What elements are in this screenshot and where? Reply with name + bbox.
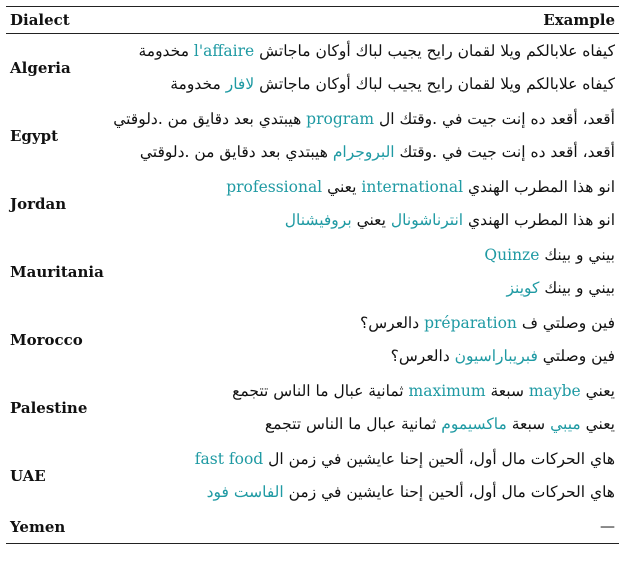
table-row (6, 238, 619, 306)
example-text: بيني و بينك (539, 246, 615, 264)
header-row (6, 7, 619, 34)
example-text: دالعرس؟ (390, 347, 455, 365)
table-row (6, 306, 619, 374)
example-text: — (600, 517, 615, 535)
example-text: بيني و بينك (539, 279, 615, 297)
example-text: هيبتدي بعد دقايق من .دلوقتي (139, 143, 333, 161)
code-switched-word: international (361, 178, 464, 196)
example-original (113, 239, 615, 272)
table-row (6, 510, 619, 544)
example-cell (112, 374, 619, 442)
code-switched-word: professional (226, 178, 323, 196)
example-transliterated (113, 272, 615, 305)
example-text: كيفاه علابالكم ويلا لقمان رايح يجيب لباك أوكان ماجاتش (254, 42, 615, 60)
example-transliterated (113, 408, 615, 441)
example-text: انو هذا المطرب الهندي (463, 178, 615, 196)
table-row (6, 442, 619, 510)
example-text: يعني (580, 382, 615, 400)
table-row (6, 170, 619, 238)
dialect-name: UAE (10, 467, 46, 485)
example-text: ثمانية عبال ما الناس تتجمع (264, 415, 442, 433)
dialect-name: Algeria (10, 59, 71, 77)
example-original (113, 35, 615, 68)
example-original (113, 103, 615, 136)
code-switched-word: maximum (408, 382, 486, 400)
code-switched-word: ماكسيموم (441, 415, 507, 433)
dialect-name: Morocco (10, 331, 83, 349)
example-cell (112, 238, 619, 306)
example-text: أقعد، أقعد ده إنت جيت في .وقتك (394, 143, 615, 161)
table-row (6, 102, 619, 170)
example-original (113, 375, 615, 408)
example-cell (112, 170, 619, 238)
dialect-name: Mauritania (10, 263, 104, 281)
example-text: دالعرس؟ (360, 314, 425, 332)
example-transliterated (113, 204, 615, 237)
example-text: هاي الحركات مال أول، ألحين إحنا عايشين في زمن (283, 483, 615, 501)
code-switched-word: ميبي (550, 415, 581, 433)
code-switched-word: لافار (225, 75, 255, 93)
example-original (113, 171, 615, 204)
code-switched-word: انترناشونال (390, 211, 464, 229)
example-cell (112, 442, 619, 510)
example-cell (112, 102, 619, 170)
dialect-name: Jordan (10, 195, 67, 213)
example-cell (112, 34, 619, 103)
example-transliterated (113, 340, 615, 373)
header-dialect: Dialect (10, 11, 70, 29)
table-row (6, 374, 619, 442)
example-text: مخدومة (170, 75, 226, 93)
example-original (113, 443, 615, 476)
table-row (6, 34, 619, 103)
header-example: Example (543, 11, 615, 29)
example-text: سبعة (485, 382, 529, 400)
code-switched-word: l'affaire (193, 42, 255, 60)
code-switched-word: program (306, 110, 375, 128)
example-cell (112, 306, 619, 374)
dialect-name: Yemen (10, 517, 66, 536)
code-switched-word: maybe (528, 382, 581, 400)
code-switched-word: فبريباراسيون (454, 347, 538, 365)
example-text: سبعة (506, 415, 551, 433)
code-switched-word: préparation (424, 314, 517, 332)
code-switched-word: fast food (194, 450, 264, 468)
example-text: هاي الحركات مال أول، ألحين إحنا عايشين في زمن ال (263, 450, 615, 468)
example-text: يعني (580, 415, 615, 433)
code-switched-word: بروفيشنال (284, 211, 352, 229)
example-text: كيفاه علابالكم ويلا لقمان رايح يجيب لباك أوكان ماجاتش (254, 75, 615, 93)
example-text: مخدومة (138, 42, 194, 60)
example-transliterated (113, 136, 615, 169)
dialect-name: Egypt (10, 127, 59, 145)
example-transliterated (113, 476, 615, 509)
example-original (113, 307, 615, 340)
example-transliterated (113, 68, 615, 101)
example-text: هيبتدي بعد دقايق من .دلوقتي (113, 110, 307, 128)
table-body (6, 34, 619, 544)
example-text: فين وصلتي (537, 347, 615, 365)
example-cell (112, 510, 619, 544)
example-text: ثمانية عبال ما الناس تتجمع (232, 382, 409, 400)
example-text: يعني (351, 211, 391, 229)
code-switched-word: البروجرام (332, 143, 395, 161)
code-switched-word: Quinze (484, 246, 540, 264)
example-text: انو هذا المطرب الهندي (463, 211, 615, 229)
dialect-examples-table (6, 6, 619, 544)
dialect-name: Palestine (10, 399, 88, 417)
example-text: فين وصلتي ف (516, 314, 615, 332)
code-switched-word: كوينز (506, 279, 540, 297)
code-switched-word: الفاست فود (206, 483, 284, 501)
example-text: أقعد، أقعد ده إنت جيت في .وقتك ال (374, 110, 615, 128)
example-text: يعني (322, 178, 362, 196)
empty-example (113, 511, 615, 542)
